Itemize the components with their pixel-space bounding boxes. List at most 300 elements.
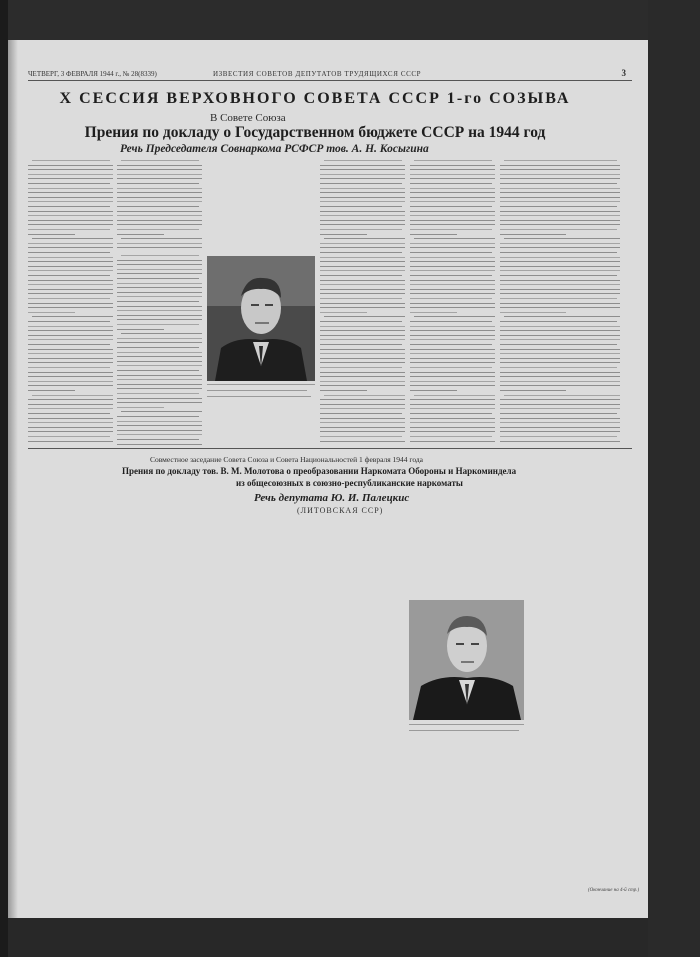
text-line	[117, 375, 202, 376]
text-line	[410, 178, 495, 179]
text-line	[117, 278, 199, 279]
text-line	[121, 411, 202, 412]
text-line	[28, 436, 110, 437]
text-line	[500, 174, 620, 175]
text-line	[28, 422, 113, 423]
text-line	[500, 427, 620, 428]
text-line	[28, 399, 113, 400]
text-line	[320, 220, 405, 221]
text-line	[500, 385, 620, 386]
text-line	[320, 427, 405, 428]
text-line	[500, 326, 620, 327]
text-line	[410, 289, 495, 290]
paper-name: ИЗВЕСТИЯ СОВЕТОВ ДЕПУТАТОВ ТРУДЯЩИХСЯ СССР	[213, 70, 422, 78]
binding-edge	[0, 0, 8, 957]
text-line	[117, 215, 202, 216]
section-divider	[28, 448, 632, 449]
text-line	[410, 197, 495, 198]
text-line	[117, 192, 202, 193]
text-line	[320, 201, 405, 202]
text-line	[117, 430, 202, 431]
text-line	[117, 165, 202, 166]
text-line	[320, 280, 405, 281]
running-head	[28, 68, 632, 81]
text-line	[320, 335, 405, 336]
debate-title: Прения по докладу о Государственном бюджете СССР на 1944 год	[84, 124, 546, 141]
text-line	[117, 356, 202, 357]
text-line	[28, 280, 113, 281]
text-line	[28, 367, 110, 368]
text-line	[410, 270, 495, 271]
text-line	[320, 399, 405, 400]
text-line	[410, 362, 495, 363]
text-line	[500, 257, 620, 258]
text-line	[28, 390, 75, 391]
text-line	[28, 169, 113, 170]
text-line	[117, 416, 199, 417]
text-line	[410, 344, 492, 345]
text-line	[500, 169, 620, 170]
text-line	[410, 399, 495, 400]
text-line	[320, 224, 405, 225]
text-line	[117, 319, 202, 320]
text-line	[320, 344, 402, 345]
text-line	[500, 349, 620, 350]
text-line	[500, 284, 620, 285]
text-line	[410, 422, 495, 423]
text-line	[500, 298, 617, 299]
text-line	[320, 312, 367, 313]
text-line	[28, 376, 113, 377]
debate2-title-line1: Прения по докладу тов. В. М. Молотова о преобразовании Наркомата Обороны и Наркоминдела	[122, 466, 517, 476]
text-line	[28, 298, 110, 299]
text-line	[320, 266, 405, 267]
portrait-photo-kosygin	[207, 256, 315, 381]
text-line	[500, 390, 566, 391]
text-line	[500, 211, 620, 212]
text-line	[410, 243, 495, 244]
text-line	[410, 326, 495, 327]
text-line	[320, 192, 405, 193]
text-line	[28, 385, 113, 386]
text-line	[500, 192, 620, 193]
text-line	[28, 372, 113, 373]
continuation-note: (Окончание на 4-й стр.)	[588, 888, 640, 893]
text-line	[500, 339, 620, 340]
text-line	[500, 376, 620, 377]
text-line	[117, 247, 202, 248]
text-line	[410, 335, 495, 336]
text-line	[410, 413, 492, 414]
text-line	[28, 427, 113, 428]
text-line	[410, 169, 495, 170]
text-line	[500, 220, 620, 221]
text-line	[28, 413, 110, 414]
text-line	[28, 243, 113, 244]
text-line	[320, 326, 405, 327]
text-line	[410, 431, 495, 432]
photo-caption-text	[409, 730, 519, 731]
text-line	[320, 169, 405, 170]
text-line	[410, 339, 495, 340]
text-line	[410, 280, 495, 281]
text-line	[410, 284, 495, 285]
text-line	[320, 270, 405, 271]
text-line	[500, 252, 617, 253]
text-line	[414, 160, 492, 161]
text-line	[117, 352, 202, 353]
text-line	[28, 303, 113, 304]
text-line	[28, 266, 113, 267]
text-line	[410, 303, 495, 304]
text-line	[500, 234, 566, 235]
text-line	[28, 431, 113, 432]
text-line	[28, 183, 110, 184]
page-number: 3	[621, 68, 626, 78]
text-line	[410, 183, 492, 184]
text-line	[500, 335, 620, 336]
text-line	[320, 298, 402, 299]
text-line	[320, 197, 405, 198]
text-line	[410, 293, 495, 294]
text-line	[500, 344, 617, 345]
text-line	[320, 339, 405, 340]
text-line	[324, 160, 402, 161]
text-line	[117, 306, 202, 307]
text-line	[28, 257, 113, 258]
text-line	[117, 384, 202, 385]
text-line	[500, 206, 617, 207]
text-line	[28, 247, 113, 248]
text-line	[320, 303, 405, 304]
text-line	[500, 418, 620, 419]
text-line	[410, 266, 495, 267]
text-line	[410, 275, 492, 276]
text-line	[117, 292, 202, 293]
text-line	[32, 316, 113, 317]
text-line	[500, 408, 620, 409]
text-line	[28, 188, 113, 189]
text-line	[410, 252, 492, 253]
photo-caption-text	[207, 384, 315, 385]
main-headline: Х СЕССИЯ ВЕРХОВНОГО СОВЕТА СССР 1-го СОЗЫВА	[59, 90, 571, 107]
text-line	[117, 234, 164, 235]
text-line	[320, 261, 405, 262]
text-line	[320, 321, 402, 322]
text-line	[500, 312, 566, 313]
text-line	[320, 367, 402, 368]
speaker-origin: (ЛИТОВСКАЯ ССР)	[297, 506, 384, 515]
text-line	[410, 436, 492, 437]
text-line	[28, 289, 113, 290]
text-line	[117, 388, 202, 389]
text-line	[504, 238, 620, 239]
text-line	[28, 211, 113, 212]
text-line	[320, 188, 405, 189]
text-line	[410, 174, 495, 175]
text-line	[320, 390, 367, 391]
text-line	[117, 407, 164, 408]
text-line	[117, 287, 202, 288]
text-line	[28, 174, 113, 175]
text-line	[320, 275, 402, 276]
text-line	[500, 441, 620, 442]
text-line	[410, 441, 495, 442]
text-line	[28, 326, 113, 327]
text-line	[500, 247, 620, 248]
text-line	[117, 342, 202, 343]
text-line	[410, 390, 457, 391]
text-line	[28, 192, 113, 193]
text-line	[28, 197, 113, 198]
text-line	[500, 372, 620, 373]
text-line	[117, 338, 202, 339]
text-line	[28, 206, 110, 207]
text-line	[500, 275, 617, 276]
text-line	[410, 192, 495, 193]
text-line	[504, 316, 620, 317]
text-line	[324, 395, 405, 396]
text-line	[500, 362, 620, 363]
text-line	[117, 434, 202, 435]
text-line	[117, 178, 202, 179]
text-line	[28, 344, 110, 345]
text-line	[28, 293, 113, 294]
text-line	[28, 275, 110, 276]
text-line	[28, 381, 113, 382]
text-line	[410, 211, 495, 212]
text-line	[410, 408, 495, 409]
text-line	[320, 215, 405, 216]
text-line	[117, 365, 202, 366]
text-line	[320, 243, 405, 244]
text-line	[410, 188, 495, 189]
text-line	[500, 215, 620, 216]
text-line	[320, 178, 405, 179]
text-line	[500, 431, 620, 432]
text-line	[320, 431, 405, 432]
text-line	[500, 224, 620, 225]
text-line	[117, 379, 202, 380]
text-line	[410, 381, 495, 382]
text-line	[320, 385, 405, 386]
text-line	[117, 315, 202, 316]
text-line	[410, 220, 495, 221]
text-line	[28, 270, 113, 271]
text-line	[28, 349, 113, 350]
text-line	[410, 376, 495, 377]
text-line	[320, 211, 405, 212]
text-line	[320, 381, 405, 382]
text-line	[117, 329, 164, 330]
text-line	[500, 243, 620, 244]
text-line	[117, 260, 202, 261]
text-line	[28, 362, 113, 363]
text-line	[320, 247, 405, 248]
text-line	[500, 413, 617, 414]
text-line	[32, 395, 113, 396]
scanner-background-bottom	[8, 918, 648, 957]
photo-caption-text	[409, 724, 524, 725]
text-line	[320, 289, 405, 290]
text-line	[500, 303, 620, 304]
text-line	[320, 353, 405, 354]
speech-byline: Речь Председателя Совнаркома РСФСР тов. А. Н. Косыгина	[120, 143, 429, 155]
text-line	[117, 444, 202, 445]
text-line	[117, 273, 202, 274]
text-line	[117, 439, 199, 440]
chamber-label: В Совете Союза	[210, 112, 286, 124]
text-line	[320, 183, 402, 184]
text-line	[500, 270, 620, 271]
text-line	[410, 330, 495, 331]
text-line	[28, 165, 113, 166]
text-line	[117, 425, 202, 426]
text-line	[410, 257, 495, 258]
photo-caption-text	[207, 390, 307, 391]
text-line	[320, 284, 405, 285]
text-line	[500, 381, 620, 382]
text-line	[28, 307, 113, 308]
text-line	[28, 312, 75, 313]
text-line	[410, 372, 495, 373]
text-line	[500, 289, 620, 290]
text-line	[117, 361, 202, 362]
text-line	[28, 220, 113, 221]
text-line	[410, 229, 492, 230]
text-line	[117, 393, 199, 394]
text-line	[320, 362, 405, 363]
text-line	[504, 395, 620, 396]
text-line	[320, 422, 405, 423]
text-line	[117, 211, 202, 212]
text-line	[117, 188, 202, 189]
scanner-background-right	[648, 0, 700, 957]
text-line	[410, 234, 457, 235]
text-line	[500, 178, 620, 179]
text-line	[320, 293, 405, 294]
text-line	[117, 347, 199, 348]
text-line	[117, 370, 199, 371]
text-line	[117, 296, 202, 297]
text-line	[28, 201, 113, 202]
text-line	[28, 404, 113, 405]
text-line	[500, 404, 620, 405]
text-line	[410, 247, 495, 248]
text-line	[28, 335, 113, 336]
text-line	[117, 229, 199, 230]
text-line	[28, 330, 113, 331]
text-line	[410, 321, 492, 322]
text-line	[410, 165, 495, 166]
text-line	[500, 261, 620, 262]
text-line	[410, 349, 495, 350]
text-line	[500, 183, 617, 184]
text-line	[117, 402, 202, 403]
issue-date: ЧЕТВЕРГ, 3 ФЕВРАЛЯ 1944 г., № 28(8339)	[28, 70, 157, 78]
text-line	[324, 238, 405, 239]
text-line	[28, 252, 110, 253]
portrait-photo-paleckis	[409, 600, 524, 720]
debate2-title-line2: из общесоюзных в союзно-республиканские наркоматы	[236, 478, 463, 488]
text-line	[500, 229, 617, 230]
text-line	[410, 312, 457, 313]
text-line	[28, 234, 75, 235]
text-line	[500, 188, 620, 189]
speech2-byline: Речь депутата Ю. И. Палецкис	[254, 492, 410, 504]
text-line	[320, 252, 402, 253]
text-line	[410, 353, 495, 354]
text-line	[320, 174, 405, 175]
text-line	[410, 307, 495, 308]
text-line	[414, 316, 495, 317]
text-line	[28, 358, 113, 359]
text-line	[410, 215, 495, 216]
text-line	[320, 358, 405, 359]
text-line	[410, 298, 492, 299]
text-line	[320, 349, 405, 350]
text-line	[500, 422, 620, 423]
text-line	[121, 238, 202, 239]
text-line	[28, 408, 113, 409]
text-line	[28, 229, 110, 230]
text-line	[410, 201, 495, 202]
text-line	[504, 160, 617, 161]
text-line	[117, 269, 202, 270]
text-line	[32, 238, 113, 239]
text-line	[500, 293, 620, 294]
text-line	[320, 413, 402, 414]
text-line	[28, 418, 113, 419]
text-line	[117, 183, 199, 184]
text-line	[500, 321, 617, 322]
text-line	[500, 280, 620, 281]
text-line	[500, 367, 617, 368]
text-line	[500, 358, 620, 359]
text-line	[117, 301, 199, 302]
text-line	[410, 358, 495, 359]
text-line	[117, 264, 202, 265]
text-line	[320, 418, 405, 419]
text-line	[121, 333, 202, 334]
text-line	[28, 261, 113, 262]
text-line	[410, 404, 495, 405]
meeting-label: Совместное заседание Совета Союза и Совета Национальностей 1 февраля 1944 года	[150, 455, 424, 464]
text-line	[320, 307, 405, 308]
text-line	[500, 399, 620, 400]
text-line	[28, 178, 113, 179]
text-line	[117, 197, 202, 198]
text-line	[117, 283, 202, 284]
text-line	[414, 238, 495, 239]
text-line	[121, 255, 199, 256]
text-line	[117, 220, 202, 221]
text-line	[320, 404, 405, 405]
text-line	[320, 234, 367, 235]
text-line	[117, 206, 199, 207]
text-line	[320, 165, 405, 166]
text-line	[500, 307, 620, 308]
text-line	[320, 372, 405, 373]
text-line	[28, 284, 113, 285]
text-line	[117, 324, 199, 325]
text-line	[117, 169, 202, 170]
text-line	[410, 418, 495, 419]
text-line	[117, 224, 202, 225]
text-line	[500, 266, 620, 267]
text-line	[320, 376, 405, 377]
text-line	[320, 408, 405, 409]
